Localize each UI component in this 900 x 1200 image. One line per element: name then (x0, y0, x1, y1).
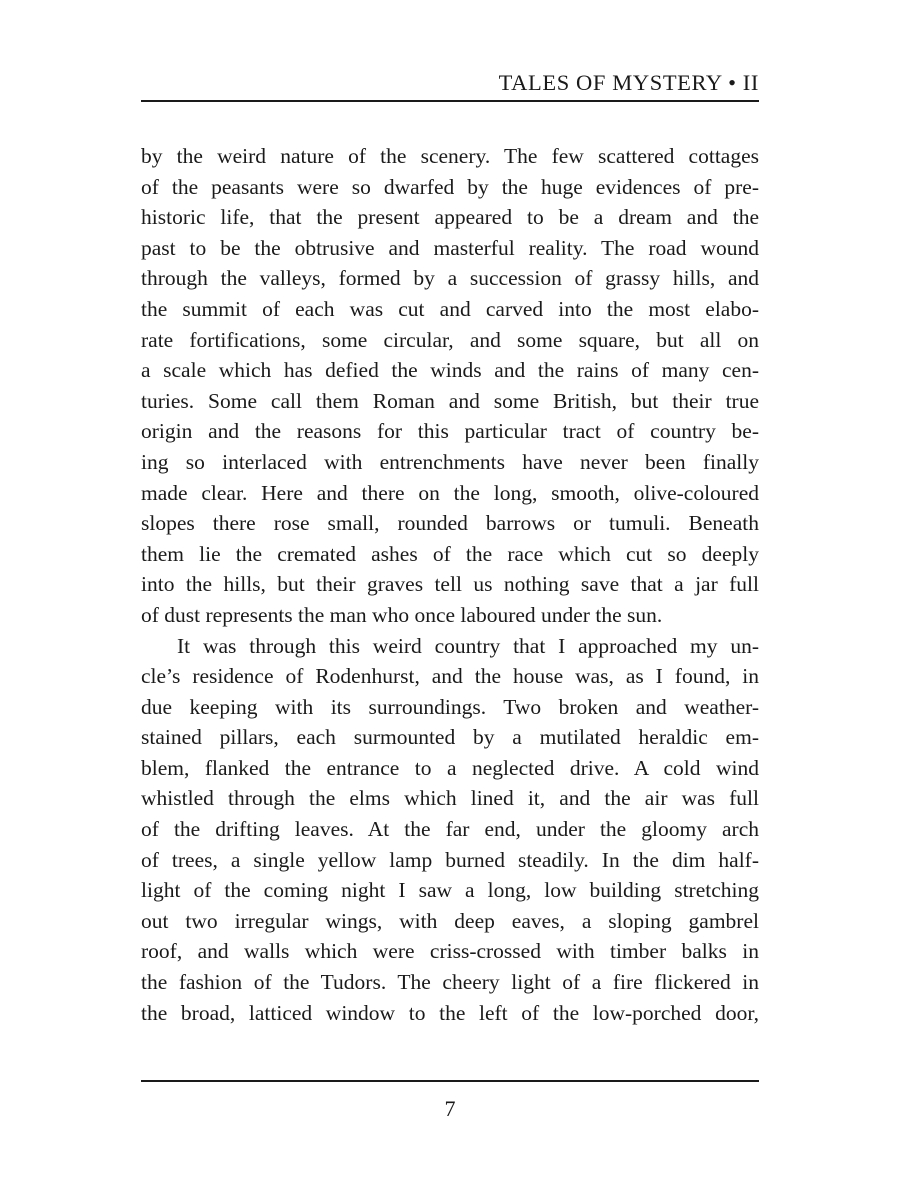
text-line: of trees, a single yellow lamp burned steadily. In the dim half- (141, 847, 759, 872)
text-line: blem, flanked the entrance to a neglected drive. A cold wind (141, 755, 759, 780)
text-line: past to be the obtrusive and masterful reality. The road wound (141, 235, 759, 260)
text-line: origin and the reasons for this particular tract of country be- (141, 419, 759, 444)
text-line: ing so interlaced with entrenchments have never been finally (141, 449, 759, 474)
body-text (141, 141, 759, 1028)
text-line: through the valleys, formed by a succession of grassy hills, and (141, 266, 759, 291)
page-number: 7 (444, 1096, 456, 1121)
text-line: whistled through the elms which lined it, and the air was full (141, 786, 759, 811)
header-rule (141, 100, 759, 102)
text-line: cle’s residence of Rodenhurst, and the house was, as I found, in (141, 664, 759, 689)
text-line: a scale which has defied the winds and the rains of many cen- (141, 358, 759, 383)
text-line: the broad, latticed window to the left of the low-porched door, (141, 1000, 759, 1025)
footer-rule (141, 1080, 759, 1082)
text-line: due keeping with its surroundings. Two broken and weather- (141, 694, 759, 719)
text-line: It was through this weird country that I approached my un- (177, 633, 759, 658)
text-line: of the peasants were so dwarfed by the huge evidences of pre- (141, 174, 759, 199)
text-line: stained pillars, each surmounted by a mutilated heraldic em- (141, 725, 759, 750)
text-line: of dust represents the man who once laboured under the sun. (141, 602, 663, 627)
text-line: them lie the cremated ashes of the race which cut so deeply (141, 541, 759, 566)
text-line: the summit of each was cut and carved into the most elabo- (141, 296, 759, 321)
text-line: slopes there rose small, rounded barrows or tumuli. Beneath (141, 511, 759, 536)
text-line: into the hills, but their graves tell us nothing save that a jar full (141, 572, 759, 597)
text-line: by the weird nature of the scenery. The few scattered cottages (141, 144, 759, 168)
paragraph-2 (141, 631, 759, 1029)
text-line: rate fortifications, some circular, and some square, but all on (141, 327, 759, 352)
text-line: made clear. Here and there on the long, smooth, olive-coloured (141, 480, 759, 505)
text-line: historic life, that the present appeared to be a dream and the (141, 205, 759, 230)
text-line: roof, and walls which were criss-crossed with timber balks in (141, 939, 759, 964)
paragraph-1 (141, 141, 759, 631)
text-line: of the drifting leaves. At the far end, under the gloomy arch (141, 817, 759, 842)
text-line: the fashion of the Tudors. The cheery light of a fire flickered in (141, 970, 759, 995)
text-line: turies. Some call them Roman and some British, but their true (141, 388, 759, 413)
text-line: light of the coming night I saw a long, low building stretching (141, 878, 759, 903)
text-line: out two irregular wings, with deep eaves, a sloping gambrel (141, 908, 759, 933)
running-head: TALES OF MYSTERY • II (498, 70, 759, 95)
